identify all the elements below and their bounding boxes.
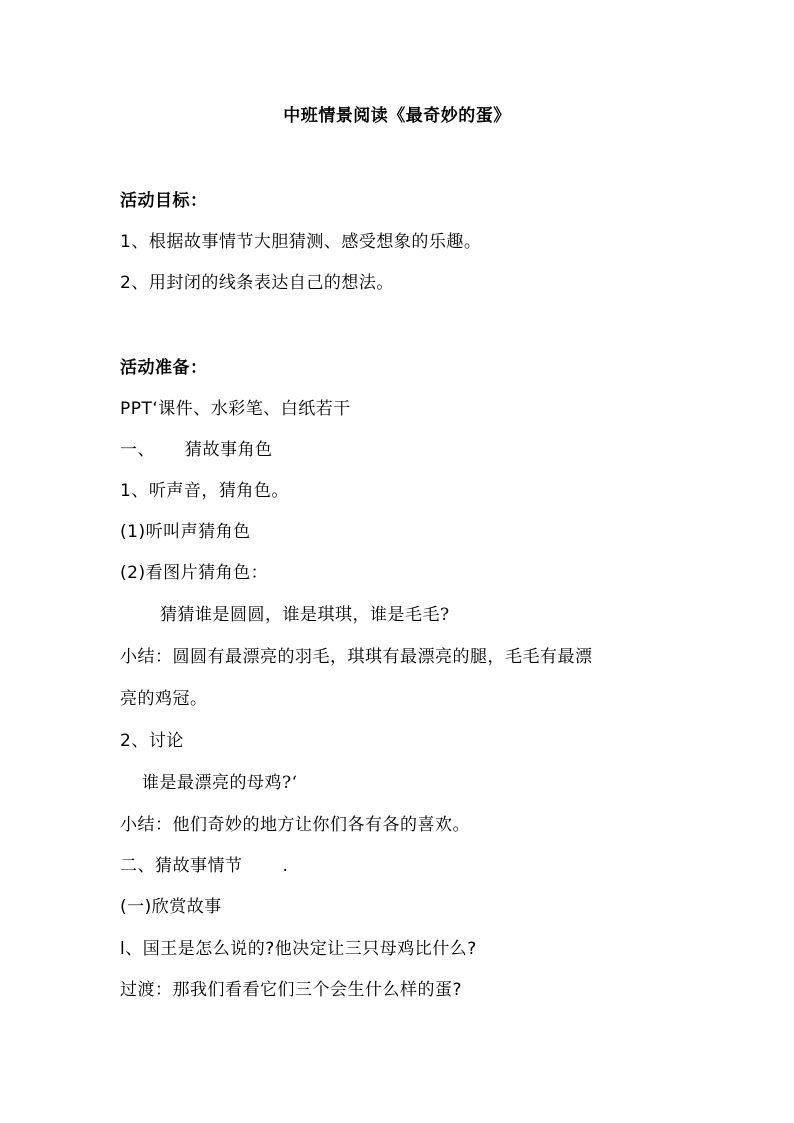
step-1-a: (1)听叫声猜角色 bbox=[120, 522, 251, 542]
section-1-number: 一、 bbox=[120, 440, 155, 460]
materials-text: PPT‘课件、水彩笔、白纸若干 bbox=[120, 399, 351, 419]
summary-1-line-2: 亮的鸡冠。 bbox=[120, 689, 208, 709]
step-2: 2、讨论 bbox=[120, 731, 184, 751]
section-2-heading bbox=[120, 855, 288, 877]
section-2-mark: . bbox=[282, 856, 289, 876]
preparation-heading: 活动准备： bbox=[120, 358, 208, 378]
document-title: 中班情景阅读《最奇妙的蛋》 bbox=[283, 106, 511, 126]
summary-1-line-1: 小结：圆圆有最漂亮的羽毛，琪琪有最漂亮的腿，毛毛有最漂 bbox=[120, 647, 593, 667]
subsection-1: (一)欣赏故事 bbox=[120, 897, 222, 917]
question-1: 猜猜谁是圆圆，谁是琪琪，谁是毛毛? bbox=[160, 605, 450, 625]
question-3: l、国王是怎么说的?他决定让三只母鸡比什么? bbox=[120, 939, 477, 959]
objectives-heading: 活动目标： bbox=[120, 191, 208, 211]
question-2: 谁是最漂亮的母鸡?‘ bbox=[142, 773, 298, 793]
section-2-title: 二、猜故事情节 bbox=[120, 856, 243, 876]
objective-item-1: 1、根据故事情节大胆猜测、感受想象的乐趣。 bbox=[120, 232, 482, 252]
section-1-heading bbox=[120, 439, 273, 461]
step-1-b: (2)看图片猜角色： bbox=[120, 563, 269, 583]
summary-2: 小结：他们奇妙的地方让你们各有各的喜欢。 bbox=[120, 815, 470, 835]
transition-text: 过渡：那我们看看它们三个会生什么样的蛋? bbox=[120, 980, 463, 1000]
objective-item-2: 2、用封闭的线条表达自己的想法。 bbox=[120, 273, 394, 293]
section-1-title: 猜故事角色 bbox=[185, 440, 273, 460]
step-1: 1、听声音，猜角色。 bbox=[120, 481, 289, 501]
